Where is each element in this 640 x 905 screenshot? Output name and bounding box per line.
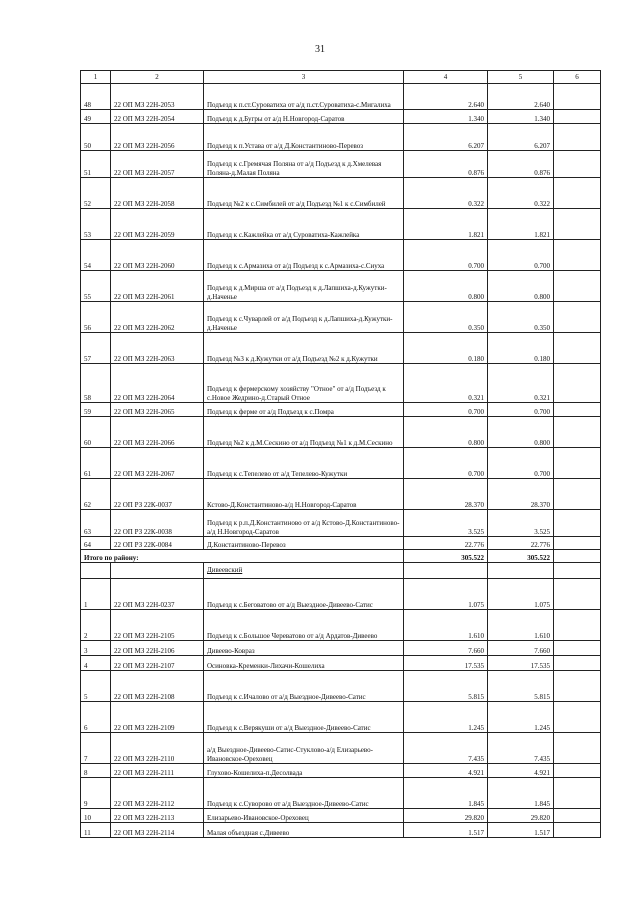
length-value: 22.776 xyxy=(488,537,554,550)
length-value: 0.876 xyxy=(488,151,554,178)
length-value: 5.815 xyxy=(404,671,488,702)
table-row xyxy=(81,84,601,110)
length-value: 1.517 xyxy=(488,823,554,838)
empty-cell xyxy=(554,178,601,209)
length-value: 3.525 xyxy=(404,510,488,537)
row-number: 8 xyxy=(81,764,111,778)
length-value: 7.660 xyxy=(488,641,554,656)
table-row xyxy=(81,151,601,178)
header-cell: 6 xyxy=(554,71,601,84)
table-row xyxy=(81,333,601,364)
length-value: 7.660 xyxy=(404,641,488,656)
empty-cell xyxy=(554,809,601,823)
empty-cell xyxy=(554,641,601,656)
length-value: 17.535 xyxy=(488,656,554,671)
row-number: 58 xyxy=(81,364,111,403)
empty-cell xyxy=(554,151,601,178)
roads-table-body xyxy=(81,71,601,838)
row-number: 6 xyxy=(81,702,111,733)
roads-table xyxy=(80,70,601,838)
table-row xyxy=(81,448,601,479)
road-id: 22 ОП РЗ 22К-0037 xyxy=(111,479,204,510)
road-id: 22 ОП МЗ 22Н-2106 xyxy=(111,641,204,656)
road-name: Кстово-Д.Константиново-а/д Н.Новгород-Саратов xyxy=(204,479,404,510)
row-number: 51 xyxy=(81,151,111,178)
length-value: 7.435 xyxy=(488,733,554,764)
row-number: 11 xyxy=(81,823,111,838)
road-name: Подъезд к с.Армазиха от а/д Подъезд к с.Армазиха-с.Сиуха xyxy=(204,240,404,271)
table-row xyxy=(81,809,601,823)
row-number: 1 xyxy=(81,579,111,610)
table-row xyxy=(81,479,601,510)
empty-cell xyxy=(488,563,554,579)
empty-cell xyxy=(554,579,601,610)
road-name: Подъезд к с.Суворово от а/д Выездное-Дивеево-Сатис xyxy=(204,778,404,809)
table-row xyxy=(81,364,601,403)
length-value: 1.245 xyxy=(488,702,554,733)
length-value: 28.370 xyxy=(404,479,488,510)
empty-cell xyxy=(554,764,601,778)
length-value: 1.845 xyxy=(404,778,488,809)
section-name: Дивеевский xyxy=(204,563,404,579)
table-row xyxy=(81,610,601,641)
length-value: 6.207 xyxy=(488,124,554,151)
road-name: Подъезд к с.Верякуши от а/д Выездное-Дивеево-Сатис xyxy=(204,702,404,733)
table-row xyxy=(81,110,601,124)
road-id: 22 ОП МЗ 22Н-2109 xyxy=(111,702,204,733)
row-number: 62 xyxy=(81,479,111,510)
table-row xyxy=(81,764,601,778)
empty-cell xyxy=(554,479,601,510)
empty-cell xyxy=(554,733,601,764)
road-id: 22 ОП МЗ 22Н-2061 xyxy=(111,271,204,302)
table-row xyxy=(81,656,601,671)
road-id: 22 ОП МЗ 22Н-2064 xyxy=(111,364,204,403)
road-name: Подъезд к п.Устава от а/д Д.Константиново-Перевоз xyxy=(204,124,404,151)
table-row xyxy=(81,641,601,656)
road-id: 22 ОП МЗ 22Н-2063 xyxy=(111,333,204,364)
road-name: Осиновка-Кременки-Лихачи-Кошелиха xyxy=(204,656,404,671)
length-value: 1.845 xyxy=(488,778,554,809)
table-row xyxy=(81,403,601,417)
table-row xyxy=(81,537,601,550)
row-number: 61 xyxy=(81,448,111,479)
road-id: 22 ОП МЗ 22Н-2065 xyxy=(111,403,204,417)
length-value: 17.535 xyxy=(404,656,488,671)
header-cell: 4 xyxy=(404,71,488,84)
empty-cell xyxy=(554,537,601,550)
header-cell: 5 xyxy=(488,71,554,84)
header-cell: 2 xyxy=(111,71,204,84)
length-value: 1.610 xyxy=(488,610,554,641)
road-id: 22 ОП МЗ 22Н-2111 xyxy=(111,764,204,778)
road-name: Подъезд к с.Ичалово от а/д Выездное-Дивеево-Сатис xyxy=(204,671,404,702)
row-number: 56 xyxy=(81,302,111,333)
length-value: 1.821 xyxy=(404,209,488,240)
length-value: 0.180 xyxy=(404,333,488,364)
empty-cell xyxy=(111,563,204,579)
empty-cell xyxy=(404,563,488,579)
total-row xyxy=(81,550,601,563)
road-id: 22 ОП МЗ 22Н-2060 xyxy=(111,240,204,271)
empty-cell xyxy=(554,84,601,110)
road-id: 22 ОП МЗ 22Н-2059 xyxy=(111,209,204,240)
length-value: 0.321 xyxy=(488,364,554,403)
length-value: 0.700 xyxy=(404,240,488,271)
length-value: 2.640 xyxy=(488,84,554,110)
row-number: 4 xyxy=(81,656,111,671)
road-id: 22 ОП МЗ 22Н-2066 xyxy=(111,417,204,448)
section-header-row xyxy=(81,563,601,579)
road-id: 22 ОП МЗ 22Н-2108 xyxy=(111,671,204,702)
length-value: 0.700 xyxy=(488,240,554,271)
empty-cell xyxy=(81,563,111,579)
empty-cell xyxy=(554,302,601,333)
length-value: 5.815 xyxy=(488,671,554,702)
length-value: 1.517 xyxy=(404,823,488,838)
road-name: Подъезд к фермерскому хозяйству "Отное" от а/д Подъезд к с.Новое Жедрино-д.Старый Отное xyxy=(204,364,404,403)
road-name: Подъезд к ферме от а/д Подъезд к с.Помра xyxy=(204,403,404,417)
row-number: 48 xyxy=(81,84,111,110)
empty-cell xyxy=(554,209,601,240)
total-value: 305.522 xyxy=(488,550,554,563)
road-name: Д.Константиново-Перевоз xyxy=(204,537,404,550)
road-id: 22 ОП РЗ 22К-0038 xyxy=(111,510,204,537)
empty-cell xyxy=(554,240,601,271)
road-name: Подъезд к с.Гремячая Поляна от а/д Подъезд к д.Хмелевая Поляна-д.Малая Поляна xyxy=(204,151,404,178)
length-value: 0.700 xyxy=(404,448,488,479)
row-number: 10 xyxy=(81,809,111,823)
road-name: Подъезд к с.Кажлейка от а/д Суроватиха-Кажлейка xyxy=(204,209,404,240)
table-row xyxy=(81,778,601,809)
length-value: 1.821 xyxy=(488,209,554,240)
empty-cell xyxy=(554,671,601,702)
row-number: 50 xyxy=(81,124,111,151)
road-id: 22 ОП МЗ 22Н-2110 xyxy=(111,733,204,764)
empty-cell xyxy=(554,610,601,641)
road-name: Подъезд №2 к с.Симбилей от а/д Подъезд №1 к с.Симбилей xyxy=(204,178,404,209)
road-id: 22 ОП МЗ 22Н-2113 xyxy=(111,809,204,823)
table-row xyxy=(81,671,601,702)
empty-cell xyxy=(554,823,601,838)
length-value: 0.700 xyxy=(404,403,488,417)
empty-cell xyxy=(554,510,601,537)
road-name: Подъезд №3 к д.Кужутки от а/д Подъезд №2 к д.Кужутки xyxy=(204,333,404,364)
road-id: 22 ОП МЗ 22Н-2114 xyxy=(111,823,204,838)
length-value: 0.322 xyxy=(404,178,488,209)
row-number: 7 xyxy=(81,733,111,764)
length-value: 28.370 xyxy=(488,479,554,510)
row-number: 3 xyxy=(81,641,111,656)
length-value: 1.075 xyxy=(488,579,554,610)
road-id: 22 ОП МЗ 22Н-2058 xyxy=(111,178,204,209)
header-cell: 1 xyxy=(81,71,111,84)
row-number: 60 xyxy=(81,417,111,448)
row-number: 64 xyxy=(81,537,111,550)
road-name: Подъезд к с.Тепелево от а/д Тепелево-Кужутки xyxy=(204,448,404,479)
length-value: 1.340 xyxy=(488,110,554,124)
row-number: 55 xyxy=(81,271,111,302)
total-value: 305.522 xyxy=(404,550,488,563)
empty-cell xyxy=(554,124,601,151)
empty-cell xyxy=(554,563,601,579)
row-number: 57 xyxy=(81,333,111,364)
road-id: 22 ОП РЗ 22К-0084 xyxy=(111,537,204,550)
length-value: 0.350 xyxy=(404,302,488,333)
length-value: 1.610 xyxy=(404,610,488,641)
length-value: 0.322 xyxy=(488,178,554,209)
header-cell: 3 xyxy=(204,71,404,84)
road-id: 22 ОП МЗ 22Н-2107 xyxy=(111,656,204,671)
road-name: Подъезд к д.Мирша от а/д Подъезд к д.Лапшиха-д.Кужутки-д.Наченье xyxy=(204,271,404,302)
length-value: 29.820 xyxy=(488,809,554,823)
road-id: 22 ОП МЗ 22Н-2112 xyxy=(111,778,204,809)
row-number: 5 xyxy=(81,671,111,702)
road-id: 22 ОП МЗ 22Н-2053 xyxy=(111,84,204,110)
row-number: 49 xyxy=(81,110,111,124)
empty-cell xyxy=(554,271,601,302)
road-name: а/д Выездное-Дивеево-Сатис-Стуклово-а/д Елизарьево-Ивановское-Ореховец xyxy=(204,733,404,764)
row-number: 54 xyxy=(81,240,111,271)
road-name: Подъезд №2 к д.М.Сескино от а/д Подъезд №1 к д.М.Сескино xyxy=(204,417,404,448)
table-row xyxy=(81,510,601,537)
row-number: 63 xyxy=(81,510,111,537)
empty-cell xyxy=(554,110,601,124)
table-row xyxy=(81,733,601,764)
table-row xyxy=(81,702,601,733)
length-value: 4.921 xyxy=(404,764,488,778)
empty-cell xyxy=(554,333,601,364)
total-label: Итого по району: xyxy=(81,550,404,563)
road-name: Подъезд к д.Бугры от а/д Н.Новгород-Саратов xyxy=(204,110,404,124)
road-name: Глухово-Кошелиха-п.Десолвада xyxy=(204,764,404,778)
length-value: 7.435 xyxy=(404,733,488,764)
table-row xyxy=(81,178,601,209)
page-number: 31 xyxy=(315,44,325,55)
empty-cell xyxy=(554,403,601,417)
row-number: 2 xyxy=(81,610,111,641)
length-value: 3.525 xyxy=(488,510,554,537)
length-value: 22.776 xyxy=(404,537,488,550)
row-number: 9 xyxy=(81,778,111,809)
road-name: Подъезд к с.Чуварлей от а/д Подъезд к д.Лапшиха-д.Кужутки-д.Наченье xyxy=(204,302,404,333)
length-value: 0.350 xyxy=(488,302,554,333)
length-value: 0.800 xyxy=(488,271,554,302)
table-row xyxy=(81,124,601,151)
length-value: 1.245 xyxy=(404,702,488,733)
road-name: Подъезд к с.Большое Череватово от а/д Ардатов-Дивеево xyxy=(204,610,404,641)
table-row xyxy=(81,579,601,610)
length-value: 2.640 xyxy=(404,84,488,110)
road-name: Подъезд к с.Беговатово от а/д Выездное-Дивеево-Сатис xyxy=(204,579,404,610)
empty-cell xyxy=(554,417,601,448)
table-row xyxy=(81,302,601,333)
road-id: 22 ОП МЗ 22Н-2056 xyxy=(111,124,204,151)
length-value: 0.700 xyxy=(488,403,554,417)
table-header-row xyxy=(81,71,601,84)
road-name: Елизарьево-Ивановское-Ореховец xyxy=(204,809,404,823)
road-id: 22 ОП МЗ 22Н-2057 xyxy=(111,151,204,178)
row-number: 59 xyxy=(81,403,111,417)
length-value: 0.180 xyxy=(488,333,554,364)
length-value: 0.800 xyxy=(404,271,488,302)
length-value: 0.876 xyxy=(404,151,488,178)
length-value: 4.921 xyxy=(488,764,554,778)
road-id: 22 ОП МЗ 22Н-2054 xyxy=(111,110,204,124)
table-row xyxy=(81,271,601,302)
table-row xyxy=(81,240,601,271)
road-id: 22 ОП МЗ 22Н-2105 xyxy=(111,610,204,641)
empty-cell xyxy=(554,778,601,809)
length-value: 1.075 xyxy=(404,579,488,610)
table-row xyxy=(81,209,601,240)
road-name: Дивеево-Ковраз xyxy=(204,641,404,656)
road-name: Малая объездная с.Дивеево xyxy=(204,823,404,838)
road-name: Подъезд к р.п.Д.Константиново от а/д Кстово-Д.Константиново-а/д Н.Новгород-Саратов xyxy=(204,510,404,537)
row-number: 52 xyxy=(81,178,111,209)
road-name: Подъезд к п.ст.Суроватиха от а/д п.ст.Суроватиха-с.Мигалиха xyxy=(204,84,404,110)
row-number: 53 xyxy=(81,209,111,240)
length-value: 29.820 xyxy=(404,809,488,823)
road-id: 22 ОП МЗ 22Н-2062 xyxy=(111,302,204,333)
length-value: 0.800 xyxy=(488,417,554,448)
length-value: 1.340 xyxy=(404,110,488,124)
road-id: 22 ОП МЗ 22Н-2067 xyxy=(111,448,204,479)
empty-cell xyxy=(554,364,601,403)
table-row xyxy=(81,823,601,838)
empty-cell xyxy=(554,448,601,479)
empty-cell xyxy=(554,656,601,671)
empty-cell xyxy=(554,702,601,733)
table-row xyxy=(81,417,601,448)
length-value: 0.700 xyxy=(488,448,554,479)
road-id: 22 ОП МЗ 22Н-0237 xyxy=(111,579,204,610)
length-value: 6.207 xyxy=(404,124,488,151)
empty-cell xyxy=(554,550,601,563)
length-value: 0.321 xyxy=(404,364,488,403)
length-value: 0.800 xyxy=(404,417,488,448)
